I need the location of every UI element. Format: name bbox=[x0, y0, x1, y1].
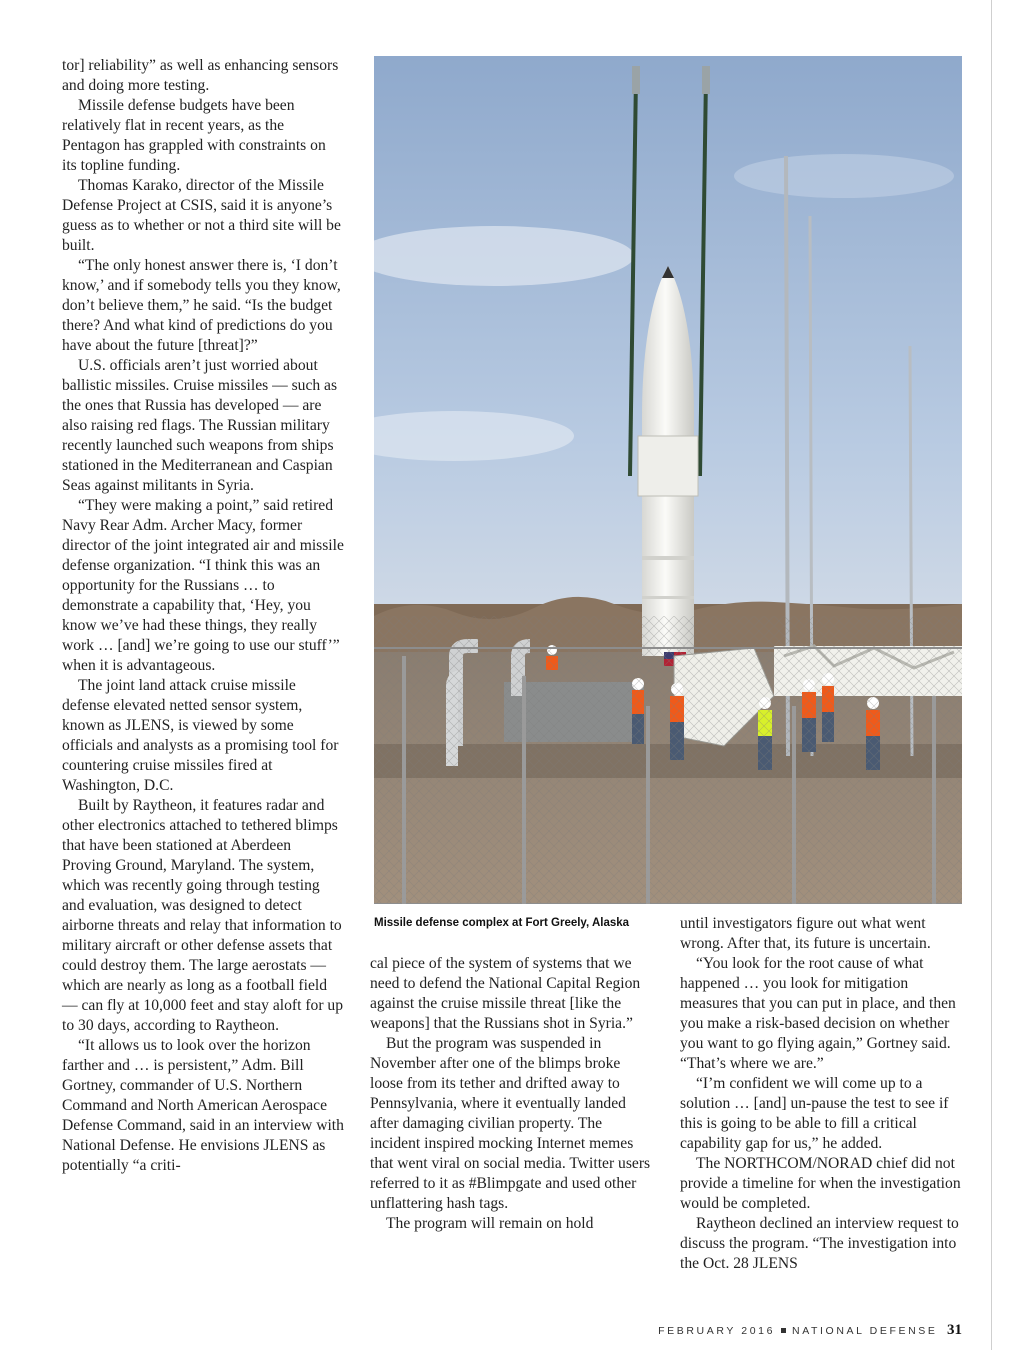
paragraph: “The only honest answer there is, ‘I don’t know,’ and if somebody tells you they know, don’t believe them,” he said. “Is the budget there? And what kind of predictions do you have about the future [threat]?” bbox=[62, 257, 341, 354]
paragraph: U.S. officials aren’t just worried about ballistic missiles. Cruise missiles — such as the ones that Russia has developed — are also raising red flags. The Russian military recently launched such weapons from ships stationed in the Mediterranean and Caspian Seas against militants in Syria. bbox=[62, 357, 338, 494]
paragraph: “You look for the root cause of what happened … you look for mitigation measures that you can put in place, and then you make a risk-based decision on whether you want to go flying again,” Gortney said. “That’s where we are.” bbox=[680, 955, 956, 1072]
paragraph: cal piece of the system of systems that we need to defend the National Capital Region against the cruise missile threat [like the weapons] that the Russians shot in Syria.” bbox=[370, 955, 641, 1032]
photo-caption: Missile defense complex at Fort Greely, Alaska bbox=[374, 917, 630, 929]
paragraph: “They were making a point,” said retired Navy Rear Adm. Archer Macy, former director of the joint integrated air and missile defense organization. “I think this was an opportunity for the Russians … to demonstrate a capability that, ‘Hey, you know we’ve had these things, they really work … [and] we’re going to use our stuff’” when it is advantageous. bbox=[62, 497, 344, 674]
paragraph: The NORTHCOM/NORAD chief did not provide a timeline for when the investigation would be completed. bbox=[680, 1155, 961, 1212]
footer-publication: NATIONAL DEFENSE bbox=[792, 1325, 938, 1337]
paragraph: Missile defense budgets have been relatively flat in recent years, as the Pentagon has grappled with constraints on its topline funding. bbox=[62, 97, 326, 174]
footer-separator bbox=[781, 1328, 786, 1333]
paragraph: “I’m confident we will come up to a solution … [and] un-pause the test to see if this is going to be able to fill a critical capability gap for us,” he added. bbox=[680, 1075, 949, 1152]
paragraph: But the program was suspended in November after one of the blimps broke loose from its tether and drifted away to Pennsylvania, where it eventually landed after damaging civilian property. The incident inspired mocking Internet memes that went viral on social media. Twitter users referred to it as #Blimpgate and used other unflattering hash tags. bbox=[370, 1035, 651, 1212]
page-footer bbox=[658, 1322, 962, 1339]
missile-silo-photo bbox=[374, 56, 962, 904]
footer-issue: FEBRUARY 2016 bbox=[658, 1325, 776, 1337]
paragraph: Built by Raytheon, it features radar and other electronics attached to tethered blimps that have been stationed at Aberdeen Proving Ground, Maryland. The system, which was recently going through testing and evaluation, was designed to detect airborne threats and relay that information to military aircraft or other defense assets that could destroy them. The large aerostats — which are nearly as long as a football field — can fly at 10,000 feet and stay aloft for up to 30 days, according to Raytheon. bbox=[62, 797, 344, 1034]
paragraph: “It allows us to look over the horizon farther and … is persistent,” Adm. Bill Gortney, commander of U.S. Northern Command and North American Aerospace Defense Command, said in an interview with National Defense. He envisions JLENS as potentially “a criti- bbox=[62, 1037, 344, 1174]
paragraph: tor] reliability” as well as enhancing sensors and doing more testing. bbox=[62, 57, 339, 94]
paragraph: Thomas Karako, director of the Missile Defense Project at CSIS, said it is anyone’s guess as to whether or not a third site will be built. bbox=[62, 177, 341, 254]
paragraph: Raytheon declined an interview request to discuss the program. “The investigation into the Oct. 28 JLENS bbox=[680, 1215, 959, 1272]
page-edge-rule bbox=[991, 0, 992, 1350]
paragraph: The program will remain on hold bbox=[386, 1215, 594, 1232]
paragraph: until investigators figure out what went wrong. After that, its future is uncertain. bbox=[680, 915, 931, 952]
page-number: 31 bbox=[947, 1322, 962, 1338]
paragraph: The joint land attack cruise missile defense elevated netted sensor system, known as JLENS, is viewed by some officials and analysts as a promising tool for countering cruise missiles fired at Washington, D.C. bbox=[62, 677, 339, 794]
text-column-1 bbox=[62, 56, 344, 1176]
text-column-3 bbox=[680, 914, 962, 1274]
text-column-2 bbox=[370, 954, 652, 1234]
